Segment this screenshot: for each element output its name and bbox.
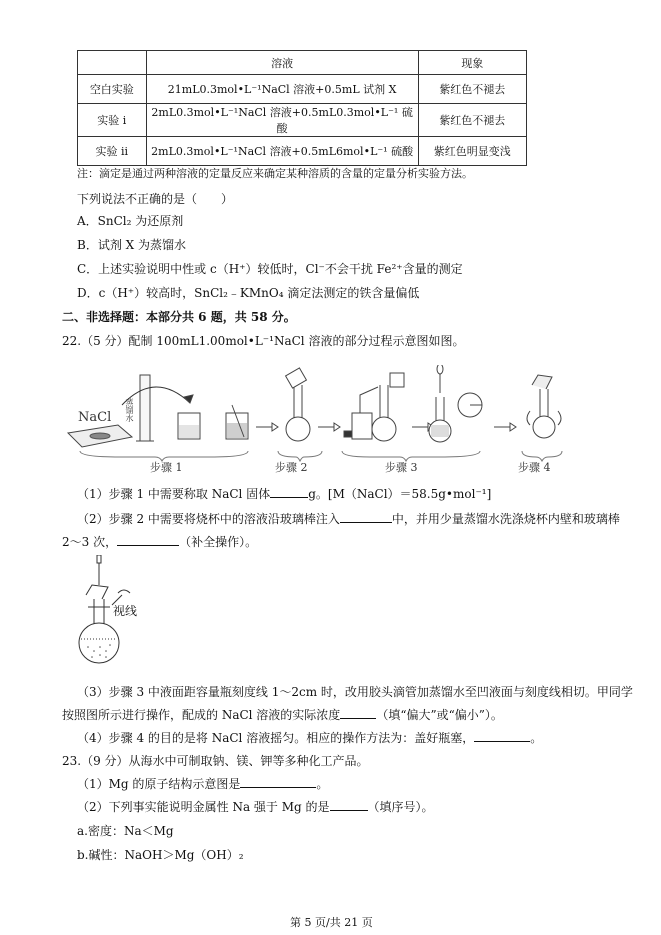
row-phenomenon: 紫红色不褪去 [418,104,526,137]
q23-stem: 23.（9 分）从海水中可制取钠、镁、钾等多种化工产品。 [62,754,369,768]
q23-part2 [77,798,434,815]
answer-blank[interactable] [330,798,368,811]
q22-part3-cont [62,706,503,723]
row-label: 实验 i [78,104,147,137]
question-stem: 下列说法不正确的是（ ） [77,192,234,206]
experiment-table [77,50,527,166]
answer-blank[interactable] [340,706,376,719]
q22-part4-tail: 。 [530,731,543,745]
answer-blank[interactable] [270,485,308,498]
step4-label: 步骤 4 [518,461,551,474]
answer-blank[interactable] [117,533,179,546]
table-row [78,137,527,166]
row-solution: 21mL0.3mol•L⁻¹NaCl 溶液+0.5mL 试剂 X [146,75,418,104]
table-header-row [78,51,527,75]
option-c: C．上述实验说明中性或 c（H⁺）较低时，Cl⁻不会干扰 Fe²⁺含量的测定 [77,262,463,276]
q22-part2 [77,510,620,527]
step3-label: 步骤 3 [385,461,418,474]
option-a: A．SnCl₂ 为还原剂 [77,214,184,228]
table-header-cell [78,51,147,75]
section-heading: 二、非选择题：本部分共 6 题，共 58 分。 [62,310,296,324]
q22-part2-tail: 中，并用少量蒸馏水洗涤烧杯内壁和玻璃棒 [391,512,620,526]
q22-part3-cont-text: 按照图所示进行操作，配成的 NaCl 溶液的实际浓度 [62,708,341,722]
row-label: 空白实验 [78,75,147,104]
step2-label: 步骤 2 [275,461,308,474]
option-b: B．试剂 X 为蒸馏水 [77,238,186,252]
q22-part2-cont [62,533,257,550]
q22-part3-cont-tail: （填“偏大”或“偏小”）。 [376,708,503,722]
nacl-label: NaCl [78,410,112,425]
answer-blank[interactable] [240,775,316,788]
q22-part4-text: （4）步骤 4 的目的是将 NaCl 溶液摇匀。相应的操作方法为：盖好瓶塞， [77,731,475,745]
q22-part2-cont-tail: （补全操作）。 [179,535,258,549]
row-solution: 2mL0.3mol•L⁻¹NaCl 溶液+0.5mL0.3mol•L⁻¹ 硫酸 [146,104,418,137]
q22-part2-text: （2）步骤 2 中需要将烧杯中的溶液沿玻璃棒注入 [77,512,340,526]
q23-option-a: a.密度：Na＜Mg [77,824,174,838]
q22-part2-cont-text: 2～3 次， [62,535,118,549]
q22-stem: 22.（5 分）配制 100mL1.00mol•L⁻¹NaCl 溶液的部分过程示意图如图。 [62,334,465,348]
step1-label: 步骤 1 [150,461,183,474]
table-row [78,75,527,104]
q22-part1-tail: g。[M（NaCl）＝58.5g•mol⁻¹] [308,487,492,501]
row-phenomenon: 紫红色明显变浅 [418,137,526,166]
q22-part1 [77,485,491,502]
row-label: 实验 ii [78,137,147,166]
table-row [78,104,527,137]
sight-label: 视线 [113,604,138,618]
answer-blank[interactable] [340,510,392,523]
row-solution: 2mL0.3mol•L⁻¹NaCl 溶液+0.5mL6mol•L⁻¹ 硫酸 [146,137,418,166]
table-header-cell: 现象 [418,51,526,75]
q22-part3: （3）步骤 3 中液面距容量瓶刻度线 1～2cm 时，改用胶头滴管加蒸馏水至凹液面与刻度线相切。甲同学 [77,685,633,699]
q23-part2-text: （2）下列事实能说明金属性 Na 强于 Mg 的是 [77,800,330,814]
page-footer: 第 5 页/共 21 页 [290,916,373,929]
q22-part4 [77,729,542,746]
q23-option-b: b.碱性：NaOH＞Mg（OH）₂ [77,848,244,862]
table-note: 注：滴定是通过两种溶液的定量反应来确定某种溶质的含量的定量分析实验方法。 [77,167,473,180]
q23-part1-tail: 。 [316,777,329,791]
table-header-cell: 溶液 [146,51,418,75]
q22-part1-text: （1）步骤 1 中需要称取 NaCl 固体 [77,487,271,501]
option-d: D．c（H⁺）较高时，SnCl₂﹣KMnO₄ 滴定法测定的铁含量偏低 [77,286,420,300]
q23-part1-text: （1）Mg 的原子结构示意图是 [77,777,241,791]
row-phenomenon: 紫红色不褪去 [418,75,526,104]
water-label: 蒸馏水 [125,398,134,422]
q23-part2-tail: （填序号）。 [367,800,434,814]
q23-part1 [77,775,328,792]
answer-blank[interactable] [474,729,530,742]
